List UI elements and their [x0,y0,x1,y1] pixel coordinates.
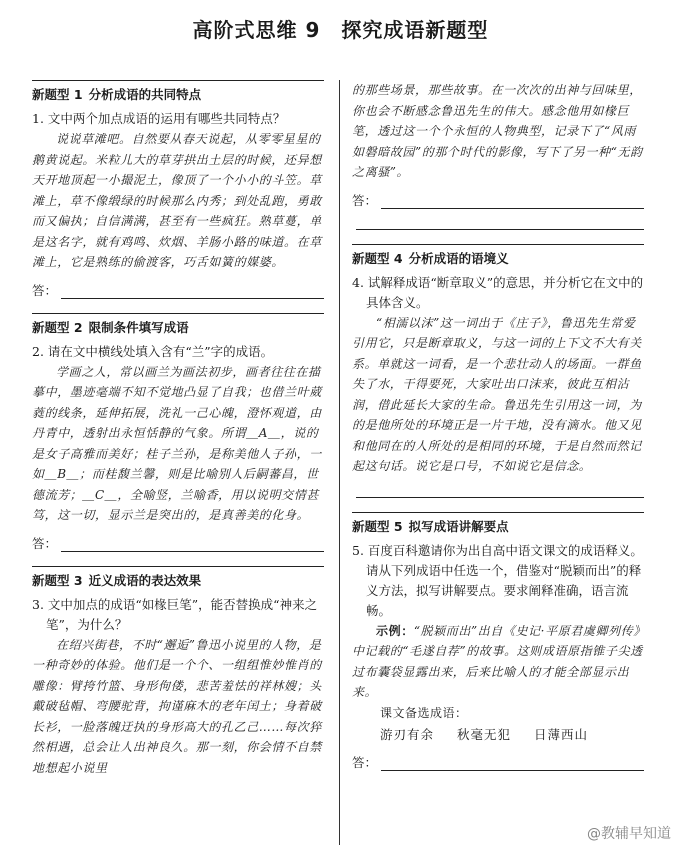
left-column [32,80,324,778]
answer-3-line-2[interactable] [356,209,644,230]
right-column [352,80,644,771]
section-5 [352,512,644,772]
answer-1-line[interactable] [61,284,324,299]
section-4-heading: 新题型 4 分析成语的语境义 [352,250,509,266]
question-4: 4. 试解释成语“断章取义”的意思，并分析它在文中的具体含义。 [352,274,644,310]
section-2-heading: 新题型 2 限制条件填写成语 [32,319,189,335]
candidate-idioms [352,725,644,745]
section-3 [32,566,324,779]
candidates-label: 课文备选成语： [380,705,468,720]
section-3-continued [352,80,644,230]
idiom-3: 日薄西山 [534,727,589,742]
idiom-1: 游刃有余 [380,727,435,742]
answer-2-line[interactable] [61,537,324,552]
section-3-heading: 新题型 3 近义成语的表达效果 [32,572,202,588]
question-3: 3. 文中加点的成语“如椽巨笔”，能否替换成“神来之笔”，为什么？ [32,596,318,632]
example-5: 示例：“脱颖而出”出自《史记·平原君虞卿列传》中记载的“毛遂自荐”的故事。这则成语原指锥子尖透过布囊袋显露出来，后来比喻人的才能全部显示出来。 [352,623,643,699]
answer-1: 答： [32,279,324,299]
page-title: 高阶式思维 9 探究成语新题型 [192,18,489,42]
answer-5-line[interactable] [381,756,644,771]
passage-3-continued: 的那些场景，那些故事。在一次次的出神与回味里，你也会不断感念鲁迅先生的伟大。感念他用如椽巨笔，透过这一个个永恒的人物典型，记录下了“风雨如磐暗故园”的那个时代的影像，写下了另一种“无韵之离骚”。 [352,83,643,179]
answer-5: 答： [352,751,644,771]
question-5: 5. 百度百科邀请你为出自高中语文课文的成语释义。请从下列成语中任选一个，借鉴对“脱颖而出”的释义方法，拟写讲解要点。要求阐释准确，语言流畅。 [352,542,643,618]
section-5-heading: 新题型 5 拟写成语讲解要点 [352,518,509,534]
passage-4: “相濡以沫”这一词出于《庄子》，鲁迅先生常爱引用它，只是断章取义，与这一词的上下文不大有关系。单就这一词看，是一个悲壮动人的场面。一群鱼失了水，干得要死，大家吐出口沫来，彼此互相沾润，借此延长大家的生命。鲁迅先生引用这一词，为的是他所处的环境正是一片干地，没有滴水。他又见和他同在的人所处的是相同的环境，于是自然而然记起这句话。说它是口号，不如说它是信念。 [352,315,642,473]
passage-1: 说说草滩吧。自然要从春天说起，从零零星星的鹅黄说起。米粒儿大的草芽拱出土层的时候，还异想天开地顶起一小撮泥土，像顶了一个小小的斗笠。草滩上，草不像缎绿的时候那么内秀；到处乱跑，勇敢而又偏执；自信满满，甚至有一些疯狂。熟草蔓，单是这名字，就有鸡鸣、炊烟、羊肠小路的味道。在草滩上，它是熟练的偷渡客，巧舌如簧的媒婆。 [32,132,322,269]
passage-3: 在绍兴街巷，不时“邂逅”鲁迅小说里的人物，是一种奇妙的体验。他们是一个个、一组组惟妙惟肖的雕像：臂挎竹篮、身形佝偻，悲苦羞怯的祥林嫂；头戴破毡帽、弯腰驼背，拘谨麻木的老年闰土；身着破长衫，一脸落魄迂执的身形高大的孔乙己……每次猝然相遇，总会让人出神良久。那一刻，你会情不自禁地想起小说里 [32,637,322,775]
answer-2: 答： [32,532,324,552]
question-2: 2. 请在文中横线处填入含有“兰”字的成语。 [32,343,274,359]
section-1 [32,80,324,299]
answer-3: 答： [352,189,644,209]
watermark: @教辅早知道 [587,826,671,842]
answer-4-line[interactable] [356,477,644,498]
section-1-heading: 新题型 1 分析成语的共同特点 [32,87,202,102]
question-1: 1. 文中两个加点成语的运用有哪些共同特点？ [32,111,286,126]
section-4 [352,244,644,498]
column-divider [339,80,340,845]
idiom-2: 秋毫无犯 [457,727,512,742]
passage-2: 学画之人，常以画兰为画法初步，画者往往在描摹中，墨迹毫端不知不觉地凸显了自我；也借兰叶葳蕤的线条，延伸拓展，洗礼一己心魄，澄怀观道，由丹青中，透射出永恒恬静的气象。所谓＿A＿，说的是女子高雅而美好；桂子兰孙，是称美他人子孙，一如＿B＿；而桂馥兰馨，则是比喻别人后嗣蕃昌，世德流芳；＿C＿，全喻竖，兰喻香，用以说明交情甚笃，这一切，显示兰是突出的，是真善美的化身。 [32,364,322,522]
answer-3-line[interactable] [381,194,644,209]
section-2 [32,313,324,552]
